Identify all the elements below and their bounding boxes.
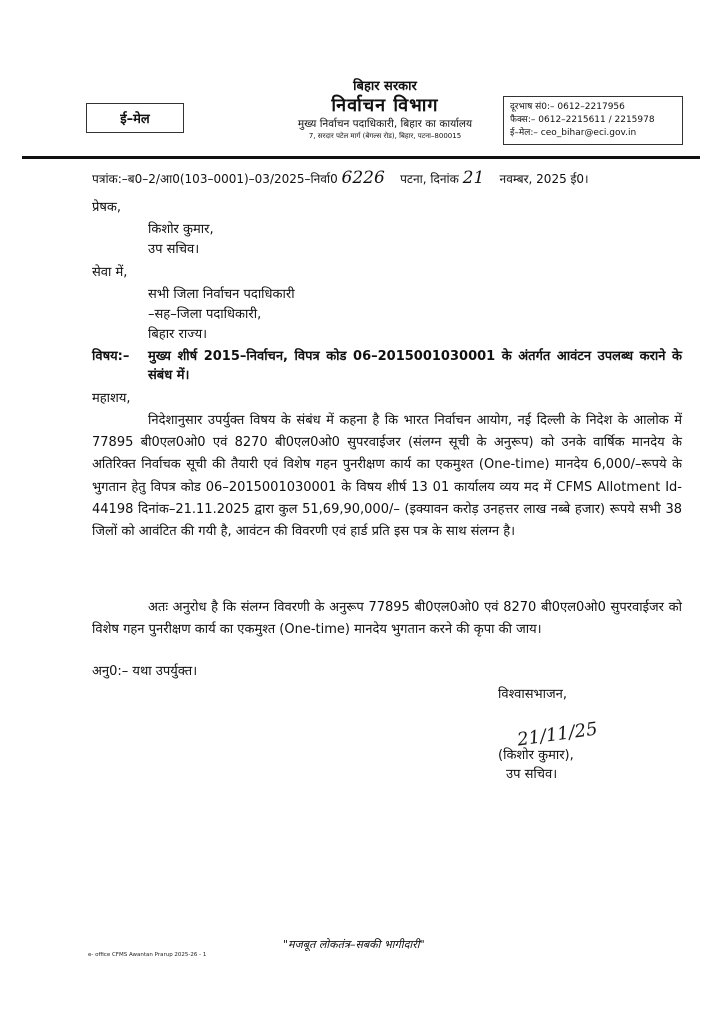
salutation: महाशय, (92, 391, 131, 406)
office-address: 7, सरदार पटेल मार्ग (बेगल्स रोड), बिहार, पटना–800015 (308, 132, 462, 140)
contact-box (503, 96, 683, 145)
reference-line (92, 168, 682, 188)
footer-motto: "मजबूत लोकतंत्र–सबकी भागीदारी" (283, 938, 425, 951)
sender-name: किशोर कुमार, (148, 222, 214, 237)
signatory-name: (किशोर कुमार), (498, 748, 574, 763)
handwritten-signature: 21/11/25 (515, 718, 599, 751)
signatory-designation: उप सचिव। (506, 767, 558, 782)
government-name: बिहार सरकार (353, 79, 417, 94)
body-paragraph-2: अतः अनुरोध है कि संलग्न विवरणी के अनुरूप 77895 बी0एल0ओ0 एवं 8270 बी0एल0ओ0 सुपरवाईजर को विशेष गहन पुनरीक्षण कार्य का एकमुश्त (One-time) मानदेय भुगतान करने की कृपा की जाय। (92, 600, 682, 638)
recipient-line-2: –सह–जिला पदाधिकारी, (148, 307, 262, 322)
letter-number-prefix: पत्रांक:–ब0–2/आ0(103–0001)–03/2025–निर्वा0 (92, 172, 338, 186)
place-date-prefix: पटना, दिनांक (400, 172, 459, 186)
date-day: 21 (462, 168, 485, 188)
sender-label: प्रेषक, (92, 200, 122, 215)
phone-number: दूरभाष सं0:– 0612–2217956 (510, 102, 625, 112)
letter-number: 6226 (341, 168, 385, 188)
header-divider (22, 156, 700, 159)
letterhead (250, 78, 520, 141)
subject (92, 347, 682, 385)
office-name: मुख्य निर्वाचन पदाधिकारी, बिहार का कार्यालय (297, 118, 473, 130)
contact-email: ई–मेल:– ceo_bihar@eci.gov.in (510, 128, 637, 138)
footer-file-reference: e- office CFMS Awantan Prarup 2025-26 - 1 (88, 952, 207, 958)
department-name: निर्वाचन विभाग (331, 95, 439, 116)
subject-text: मुख्य शीर्ष 2015–निर्वाचन, विपत्र कोड 06–2015001030001 के अंतर्गत आवंटन उपलब्ध कराने के संबंध में। (148, 349, 682, 383)
email-label-box (86, 103, 184, 133)
valediction: विश्वासभाजन, (498, 687, 568, 702)
recipient-label: सेवा में, (92, 265, 128, 280)
enclosure-note: अनु0:– यथा उपर्युक्त। (92, 664, 198, 679)
recipient-line-1: सभी जिला निर्वाचन पदाधिकारी (148, 287, 295, 302)
recipient-line-3: बिहार राज्य। (148, 327, 208, 342)
subject-label: विषय:– (92, 349, 130, 364)
sender-designation: उप सचिव। (148, 242, 200, 257)
body-paragraph-1: निदेशानुसार उपर्युक्त विषय के संबंध में कहना है कि भारत निर्वाचन आयोग, नई दिल्ली के निदेश के आलोक में 77895 बी0एल0ओ0 एवं 8270 बी0एल0ओ0 सुपरवाईजर (संलग्न सूची के अनुरूप) को उनके वार्षिक मानदेय के अतिरिक्त निर्वाचक सूची की तैयारी एवं विशेष गहन पुनरीक्षण कार्य का एकमुश्त (One-time) मानदेय 6,000/–रूपये के भुगतान हेतु विपत्र कोड 06–2015001030001 के विषय शीर्ष 13 01 कार्यालय व्यय मद में CFMS Allotment Id- 44198 दिनांक–21.11.2025 द्वारा कुल 51,69,90,000/– (इक्यावन करोड़ उनहत्तर लाख नब्बे हजार) रूपये सभी 38 जिलों को आवंटित की गयी है, आवंटन की विवरणी एवं हार्ड प्रति इस पत्र के साथ संलग्न है। (92, 413, 682, 540)
fax-number: फैक्स:– 0612–2215611 / 2215978 (510, 115, 655, 125)
email-label: ई–मेल (120, 112, 150, 127)
date-month-year: नवम्बर, 2025 ई0। (499, 172, 589, 186)
